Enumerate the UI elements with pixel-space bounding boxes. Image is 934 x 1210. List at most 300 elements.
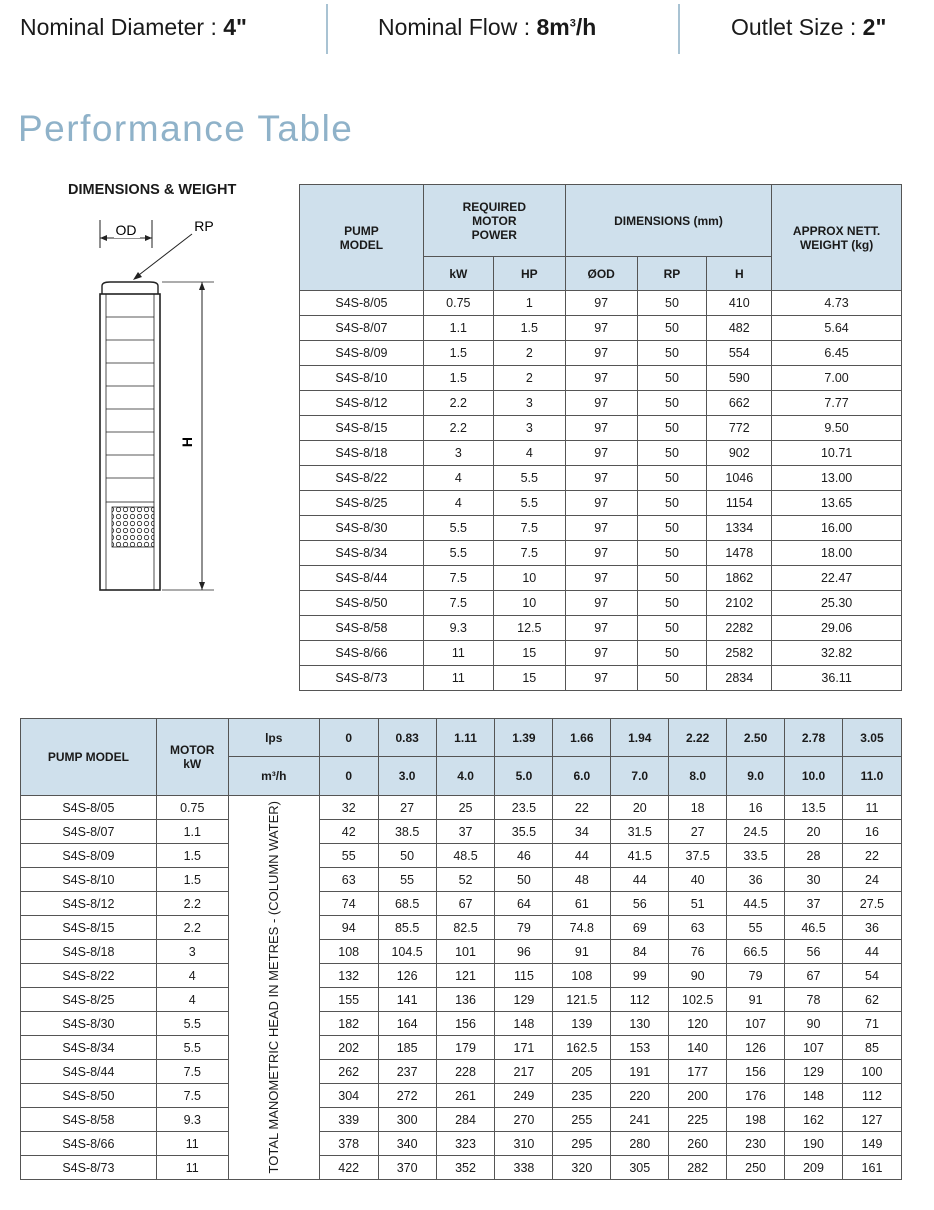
cell-model: S4S-8/25 [21, 988, 157, 1012]
cell-kw: 1.5 [423, 366, 493, 391]
cell-od: 97 [565, 466, 637, 491]
cell-head: 54 [842, 964, 901, 988]
cell-weight: 13.00 [772, 466, 902, 491]
cell-rp: 50 [637, 316, 707, 341]
cell-model: S4S-8/15 [300, 416, 424, 441]
spec-bar [0, 0, 934, 56]
cell-model: S4S-8/50 [21, 1084, 157, 1108]
cell-head: 11 [842, 796, 901, 820]
h-label: H [179, 436, 195, 448]
performance-table-body [21, 796, 902, 1180]
cell-head: 300 [378, 1108, 436, 1132]
cell-kw: 3 [423, 441, 493, 466]
cell-head: 129 [785, 1060, 843, 1084]
cell-model: S4S-8/30 [300, 516, 424, 541]
cell-model: S4S-8/66 [21, 1132, 157, 1156]
cell-head: 18 [669, 796, 727, 820]
th-lps-value: 1.94 [611, 719, 669, 757]
cell-od: 97 [565, 366, 637, 391]
cell-head: 121 [436, 964, 495, 988]
cell-rp: 50 [637, 341, 707, 366]
th-weight: APPROX NETT. WEIGHT (kg) [772, 185, 902, 291]
cell-head: 140 [669, 1036, 727, 1060]
cell-kw: 5.5 [156, 1036, 228, 1060]
cell-h: 2834 [707, 666, 772, 691]
cell-kw: 4 [156, 964, 228, 988]
table-row [300, 591, 902, 616]
table-row [21, 1036, 902, 1060]
cell-head: 107 [727, 1012, 785, 1036]
cell-rp: 50 [637, 616, 707, 641]
cell-weight: 4.73 [772, 291, 902, 316]
cell-rp: 50 [637, 366, 707, 391]
th-lps-value: 1.66 [553, 719, 611, 757]
cell-head: 22 [842, 844, 901, 868]
cell-kw: 2.2 [156, 916, 228, 940]
cell-kw: 11 [156, 1156, 228, 1180]
cell-head: 153 [611, 1036, 669, 1060]
cell-head: 171 [495, 1036, 553, 1060]
cell-h: 1334 [707, 516, 772, 541]
cell-head: 52 [436, 868, 495, 892]
nominal-diameter: Nominal Diameter : 4" [20, 14, 247, 40]
cell-head: 108 [319, 940, 378, 964]
cell-head: 304 [319, 1084, 378, 1108]
cell-head: 320 [553, 1156, 611, 1180]
th-m3h-value: 5.0 [495, 757, 553, 796]
cell-head: 262 [319, 1060, 378, 1084]
th-motor-power: REQUIRED MOTOR POWER [423, 185, 565, 257]
table-row [300, 366, 902, 391]
cell-h: 772 [707, 416, 772, 441]
cell-kw: 3 [156, 940, 228, 964]
table-row [300, 666, 902, 691]
cell-h: 590 [707, 366, 772, 391]
cell-head: 241 [611, 1108, 669, 1132]
cell-hp: 12.5 [493, 616, 565, 641]
cell-model: S4S-8/18 [300, 441, 424, 466]
cell-kw: 7.5 [423, 566, 493, 591]
cell-head: 51 [669, 892, 727, 916]
cell-h: 410 [707, 291, 772, 316]
cell-head: 162.5 [553, 1036, 611, 1060]
cell-head: 46 [495, 844, 553, 868]
cell-head: 50 [495, 868, 553, 892]
cell-weight: 9.50 [772, 416, 902, 441]
table-row [300, 491, 902, 516]
cell-head: 422 [319, 1156, 378, 1180]
cell-head: 202 [319, 1036, 378, 1060]
dimensions-table [299, 184, 902, 691]
cell-kw: 11 [423, 641, 493, 666]
cell-kw: 11 [423, 666, 493, 691]
cell-kw: 9.3 [423, 616, 493, 641]
table-row [300, 341, 902, 366]
cell-head: 82.5 [436, 916, 495, 940]
th-lps-value: 2.22 [669, 719, 727, 757]
cell-model: S4S-8/15 [21, 916, 157, 940]
cell-head: 94 [319, 916, 378, 940]
cell-head: 76 [669, 940, 727, 964]
cell-head: 32 [319, 796, 378, 820]
cell-model: S4S-8/34 [300, 541, 424, 566]
cell-od: 97 [565, 341, 637, 366]
cell-head: 74.8 [553, 916, 611, 940]
cell-model: S4S-8/66 [300, 641, 424, 666]
cell-model: S4S-8/09 [300, 341, 424, 366]
cell-weight: 10.71 [772, 441, 902, 466]
table-row [300, 566, 902, 591]
cell-head: 36 [842, 916, 901, 940]
cell-head: 30 [785, 868, 843, 892]
cell-od: 97 [565, 566, 637, 591]
table-row [300, 616, 902, 641]
th-lps-value: 0.83 [378, 719, 436, 757]
cell-kw: 1.5 [156, 844, 228, 868]
th-lps-value: 1.11 [436, 719, 495, 757]
th-m3h-value: 7.0 [611, 757, 669, 796]
cell-head: 121.5 [553, 988, 611, 1012]
cell-head: 56 [785, 940, 843, 964]
cell-kw: 2.2 [156, 892, 228, 916]
cell-weight: 6.45 [772, 341, 902, 366]
table-row [21, 940, 902, 964]
od-label: OD [115, 222, 137, 238]
cell-head: 56 [611, 892, 669, 916]
cell-model: S4S-8/58 [21, 1108, 157, 1132]
cell-head: 37.5 [669, 844, 727, 868]
table-row [21, 796, 902, 820]
cell-head: 378 [319, 1132, 378, 1156]
cell-model: S4S-8/34 [21, 1036, 157, 1060]
cell-head: 40 [669, 868, 727, 892]
cell-head: 338 [495, 1156, 553, 1180]
th-lps-value: 0 [319, 719, 378, 757]
table-row [21, 892, 902, 916]
cell-head: 22 [553, 796, 611, 820]
cell-weight: 36.11 [772, 666, 902, 691]
cell-model: S4S-8/73 [21, 1156, 157, 1180]
cell-head: 34 [553, 820, 611, 844]
th-rp: RP [637, 257, 707, 291]
cell-hp: 15 [493, 641, 565, 666]
cell-head: 305 [611, 1156, 669, 1180]
page-title: Performance Table [18, 108, 354, 149]
cell-head: 44 [553, 844, 611, 868]
cell-head: 55 [378, 868, 436, 892]
cell-head: 31.5 [611, 820, 669, 844]
table-row [300, 416, 902, 441]
cell-head: 50 [378, 844, 436, 868]
cell-model: S4S-8/12 [21, 892, 157, 916]
cell-head: 130 [611, 1012, 669, 1036]
cell-head: 280 [611, 1132, 669, 1156]
cell-head: 101 [436, 940, 495, 964]
head-axis-label-cell [228, 796, 319, 1180]
cell-head: 96 [495, 940, 553, 964]
cell-od: 97 [565, 441, 637, 466]
cell-h: 554 [707, 341, 772, 366]
cell-hp: 10 [493, 591, 565, 616]
cell-od: 97 [565, 516, 637, 541]
cell-model: S4S-8/22 [21, 964, 157, 988]
cell-head: 63 [669, 916, 727, 940]
table-row [21, 1108, 902, 1132]
cell-head: 23.5 [495, 796, 553, 820]
cell-head: 102.5 [669, 988, 727, 1012]
cell-model: S4S-8/25 [300, 491, 424, 516]
table-row [21, 916, 902, 940]
table-row [300, 441, 902, 466]
cell-head: 24.5 [727, 820, 785, 844]
cell-head: 284 [436, 1108, 495, 1132]
cell-head: 148 [495, 1012, 553, 1036]
th-lps: lps [228, 719, 319, 757]
table-row [21, 1060, 902, 1084]
cell-od: 97 [565, 641, 637, 666]
th-kw: kW [423, 257, 493, 291]
cell-kw: 1.5 [423, 341, 493, 366]
cell-model: S4S-8/30 [21, 1012, 157, 1036]
table-row [300, 391, 902, 416]
cell-head: 107 [785, 1036, 843, 1060]
table-row [21, 1084, 902, 1108]
cell-head: 323 [436, 1132, 495, 1156]
cell-kw: 1.1 [423, 316, 493, 341]
cell-hp: 15 [493, 666, 565, 691]
th-dimensions: DIMENSIONS (mm) [565, 185, 771, 257]
cell-head: 16 [727, 796, 785, 820]
cell-head: 230 [727, 1132, 785, 1156]
th-pump-model: PUMP MODEL [21, 719, 157, 796]
th-m3h-value: 3.0 [378, 757, 436, 796]
cell-head: 205 [553, 1060, 611, 1084]
cell-model: S4S-8/44 [21, 1060, 157, 1084]
cell-head: 148 [785, 1084, 843, 1108]
cell-head: 370 [378, 1156, 436, 1180]
th-lps-value: 2.50 [727, 719, 785, 757]
cell-h: 1154 [707, 491, 772, 516]
cell-weight: 7.77 [772, 391, 902, 416]
cell-head: 38.5 [378, 820, 436, 844]
cell-hp: 4 [493, 441, 565, 466]
cell-kw: 4 [156, 988, 228, 1012]
cell-head: 68.5 [378, 892, 436, 916]
th-m3h-value: 10.0 [785, 757, 843, 796]
cell-model: S4S-8/22 [300, 466, 424, 491]
table-row [21, 1156, 902, 1180]
th-motor-kw: MOTOR kW [156, 719, 228, 796]
cell-h: 902 [707, 441, 772, 466]
cell-head: 48.5 [436, 844, 495, 868]
cell-head: 85.5 [378, 916, 436, 940]
cell-kw: 11 [156, 1132, 228, 1156]
cell-head: 127 [842, 1108, 901, 1132]
cell-head: 44.5 [727, 892, 785, 916]
cell-head: 27 [378, 796, 436, 820]
dimensions-table-body [300, 291, 902, 691]
cell-head: 79 [495, 916, 553, 940]
cell-model: S4S-8/07 [21, 820, 157, 844]
cell-rp: 50 [637, 591, 707, 616]
cell-head: 91 [553, 940, 611, 964]
cell-head: 61 [553, 892, 611, 916]
cell-head: 74 [319, 892, 378, 916]
cell-weight: 7.00 [772, 366, 902, 391]
table-row [300, 541, 902, 566]
cell-head: 35.5 [495, 820, 553, 844]
th-m3h-value: 11.0 [842, 757, 901, 796]
cell-head: 352 [436, 1156, 495, 1180]
cell-kw: 0.75 [156, 796, 228, 820]
cell-head: 255 [553, 1108, 611, 1132]
table-row [21, 964, 902, 988]
cell-h: 2582 [707, 641, 772, 666]
cell-head: 91 [727, 988, 785, 1012]
cell-head: 217 [495, 1060, 553, 1084]
cell-od: 97 [565, 291, 637, 316]
cell-od: 97 [565, 616, 637, 641]
th-m3h-value: 4.0 [436, 757, 495, 796]
cell-head: 46.5 [785, 916, 843, 940]
cell-model: S4S-8/05 [21, 796, 157, 820]
cell-head: 104.5 [378, 940, 436, 964]
cell-head: 48 [553, 868, 611, 892]
cell-head: 261 [436, 1084, 495, 1108]
table-row [21, 868, 902, 892]
cell-head: 44 [611, 868, 669, 892]
th-m3h-value: 6.0 [553, 757, 611, 796]
th-h: H [707, 257, 772, 291]
cell-head: 235 [553, 1084, 611, 1108]
cell-head: 25 [436, 796, 495, 820]
cell-head: 42 [319, 820, 378, 844]
cell-model: S4S-8/58 [300, 616, 424, 641]
cell-model: S4S-8/07 [300, 316, 424, 341]
cell-model: S4S-8/05 [300, 291, 424, 316]
cell-head: 108 [553, 964, 611, 988]
table-row [300, 516, 902, 541]
cell-head: 141 [378, 988, 436, 1012]
outlet-size: Outlet Size : 2" [731, 14, 887, 40]
cell-kw: 2.2 [423, 416, 493, 441]
cell-hp: 2 [493, 366, 565, 391]
cell-head: 37 [436, 820, 495, 844]
cell-rp: 50 [637, 641, 707, 666]
cell-head: 149 [842, 1132, 901, 1156]
cell-h: 1478 [707, 541, 772, 566]
cell-head: 115 [495, 964, 553, 988]
th-m3h-value: 0 [319, 757, 378, 796]
cell-head: 66.5 [727, 940, 785, 964]
table-row [300, 641, 902, 666]
cell-head: 129 [495, 988, 553, 1012]
cell-head: 270 [495, 1108, 553, 1132]
cell-model: S4S-8/10 [300, 366, 424, 391]
cell-model: S4S-8/09 [21, 844, 157, 868]
cell-od: 97 [565, 591, 637, 616]
cell-model: S4S-8/50 [300, 591, 424, 616]
cell-hp: 10 [493, 566, 565, 591]
cell-h: 2102 [707, 591, 772, 616]
cell-head: 250 [727, 1156, 785, 1180]
th-lps-value: 1.39 [495, 719, 553, 757]
cell-head: 220 [611, 1084, 669, 1108]
cell-head: 33.5 [727, 844, 785, 868]
cell-head: 79 [727, 964, 785, 988]
cell-h: 2282 [707, 616, 772, 641]
cell-rp: 50 [637, 566, 707, 591]
cell-model: S4S-8/18 [21, 940, 157, 964]
cell-od: 97 [565, 666, 637, 691]
cell-rp: 50 [637, 416, 707, 441]
dimensions-title: DIMENSIONS & WEIGHT [68, 182, 237, 198]
cell-head: 84 [611, 940, 669, 964]
cell-head: 27.5 [842, 892, 901, 916]
cell-rp: 50 [637, 291, 707, 316]
cell-kw: 7.5 [423, 591, 493, 616]
cell-h: 1046 [707, 466, 772, 491]
table-row [21, 844, 902, 868]
cell-head: 99 [611, 964, 669, 988]
cell-weight: 5.64 [772, 316, 902, 341]
cell-head: 295 [553, 1132, 611, 1156]
cell-weight: 32.82 [772, 641, 902, 666]
cell-head: 310 [495, 1132, 553, 1156]
cell-head: 112 [611, 988, 669, 1012]
cell-kw: 5.5 [423, 541, 493, 566]
cell-model: S4S-8/12 [300, 391, 424, 416]
cell-head: 139 [553, 1012, 611, 1036]
table-row [21, 988, 902, 1012]
cell-kw: 9.3 [156, 1108, 228, 1132]
cell-head: 249 [495, 1084, 553, 1108]
cell-rp: 50 [637, 491, 707, 516]
cell-head: 155 [319, 988, 378, 1012]
cell-hp: 3 [493, 391, 565, 416]
cell-head: 198 [727, 1108, 785, 1132]
cell-head: 237 [378, 1060, 436, 1084]
cell-head: 162 [785, 1108, 843, 1132]
cell-head: 200 [669, 1084, 727, 1108]
cell-hp: 5.5 [493, 466, 565, 491]
cell-rp: 50 [637, 541, 707, 566]
cell-head: 228 [436, 1060, 495, 1084]
cell-head: 41.5 [611, 844, 669, 868]
cell-hp: 1 [493, 291, 565, 316]
cell-head: 62 [842, 988, 901, 1012]
table-row [300, 466, 902, 491]
cell-hp: 7.5 [493, 516, 565, 541]
cell-head: 282 [669, 1156, 727, 1180]
table-row [300, 316, 902, 341]
cell-head: 20 [611, 796, 669, 820]
cell-od: 97 [565, 316, 637, 341]
cell-weight: 29.06 [772, 616, 902, 641]
cell-h: 482 [707, 316, 772, 341]
performance-table [20, 718, 902, 1180]
cell-head: 191 [611, 1060, 669, 1084]
cell-head: 78 [785, 988, 843, 1012]
cell-head: 20 [785, 820, 843, 844]
cell-head: 90 [669, 964, 727, 988]
table-row [300, 291, 902, 316]
cell-hp: 5.5 [493, 491, 565, 516]
table-row [21, 1132, 902, 1156]
cell-head: 28 [785, 844, 843, 868]
cell-head: 120 [669, 1012, 727, 1036]
cell-head: 55 [727, 916, 785, 940]
